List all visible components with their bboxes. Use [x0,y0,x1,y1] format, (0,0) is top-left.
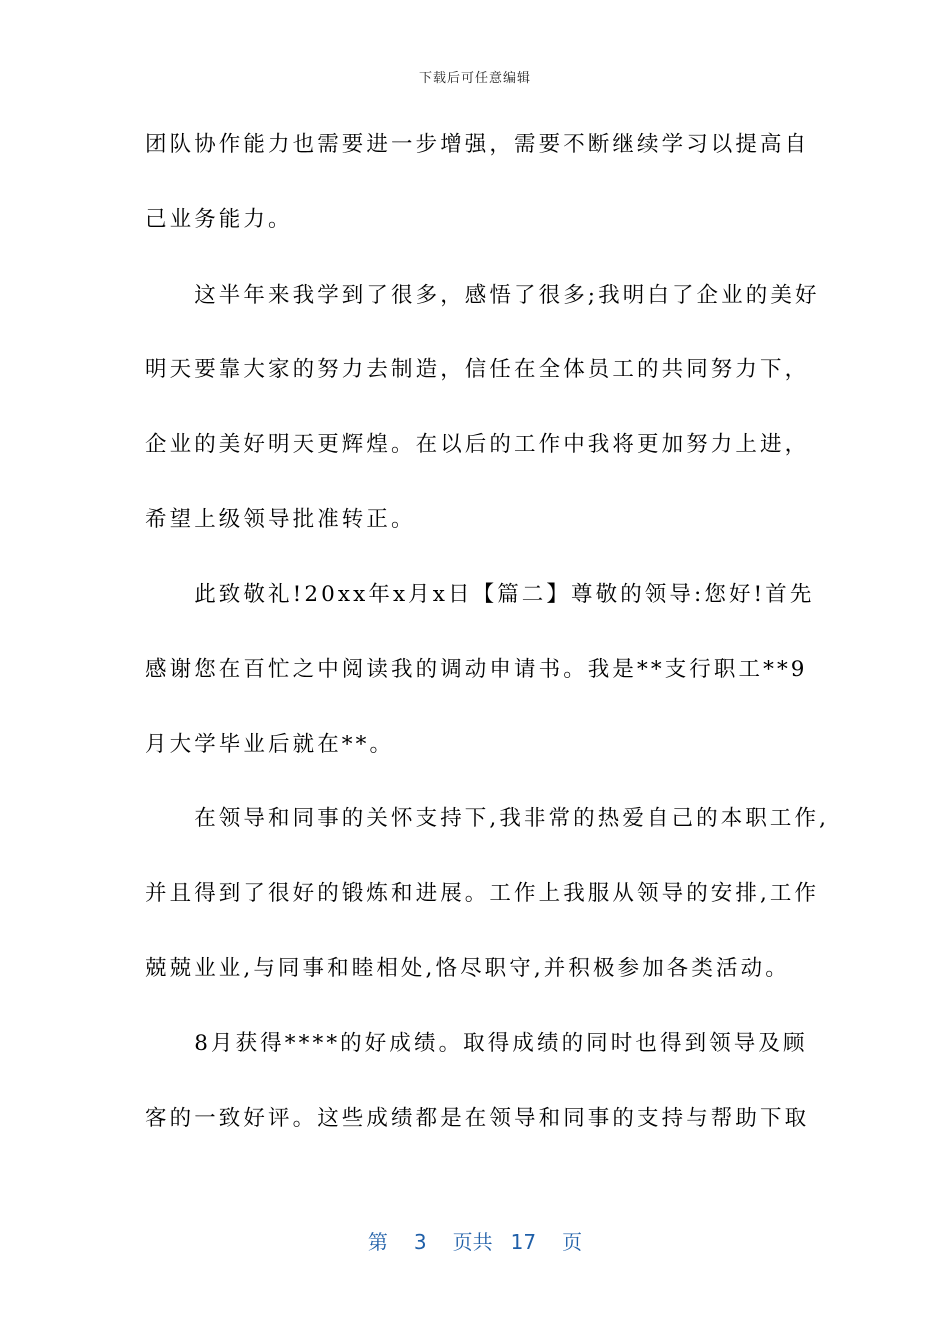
page-total: 17 [510,1230,537,1254]
body-line: 感谢您在百忙之中阅读我的调动申请书。我是**支行职工**9 [145,657,808,682]
body-line: 月大学毕业后就在**。 [145,732,395,757]
body-line: 在领导和同事的关怀支持下,我非常的热爱自己的本职工作, [145,806,830,831]
page-mid: 页共 [452,1230,493,1254]
page-current: 3 [413,1230,427,1254]
body-line: 8月获得****的好成绩。取得成绩的同时也得到领导及顾 [145,1031,808,1056]
body-line: 希望上级领导批准转正。 [145,507,416,532]
body-line: 并且得到了很好的锻炼和进展。工作上我服从领导的安排,工作 [145,881,820,906]
body-line: 团队协作能力也需要进一步增强，需要不断继续学习以提高自 [145,132,810,157]
body-line: 明天要靠大家的努力去制造，信任在全体员工的共同努力下， [145,357,810,382]
body-line: 客的一致好评。这些成绩都是在领导和同事的支持与帮助下取 [145,1106,810,1131]
body-line: 企业的美好明天更辉煌。在以后的工作中我将更加努力上进， [145,432,810,457]
page-suffix: 页 [562,1230,583,1254]
page-number-footer [0,1226,950,1255]
document-header-note: 下载后可任意编辑 [418,71,531,86]
body-line: 此致敬礼!20xx年x月x日【篇二】尊敬的领导:您好!首先 [145,582,815,607]
body-line: 己业务能力。 [145,207,293,232]
body-line: 这半年来我学到了很多，感悟了很多;我明白了企业的美好 [145,283,820,308]
body-line: 兢兢业业,与同事和睦相处,恪尽职守,并积极参加各类活动。 [145,956,790,981]
page-prefix: 第 [367,1230,388,1254]
